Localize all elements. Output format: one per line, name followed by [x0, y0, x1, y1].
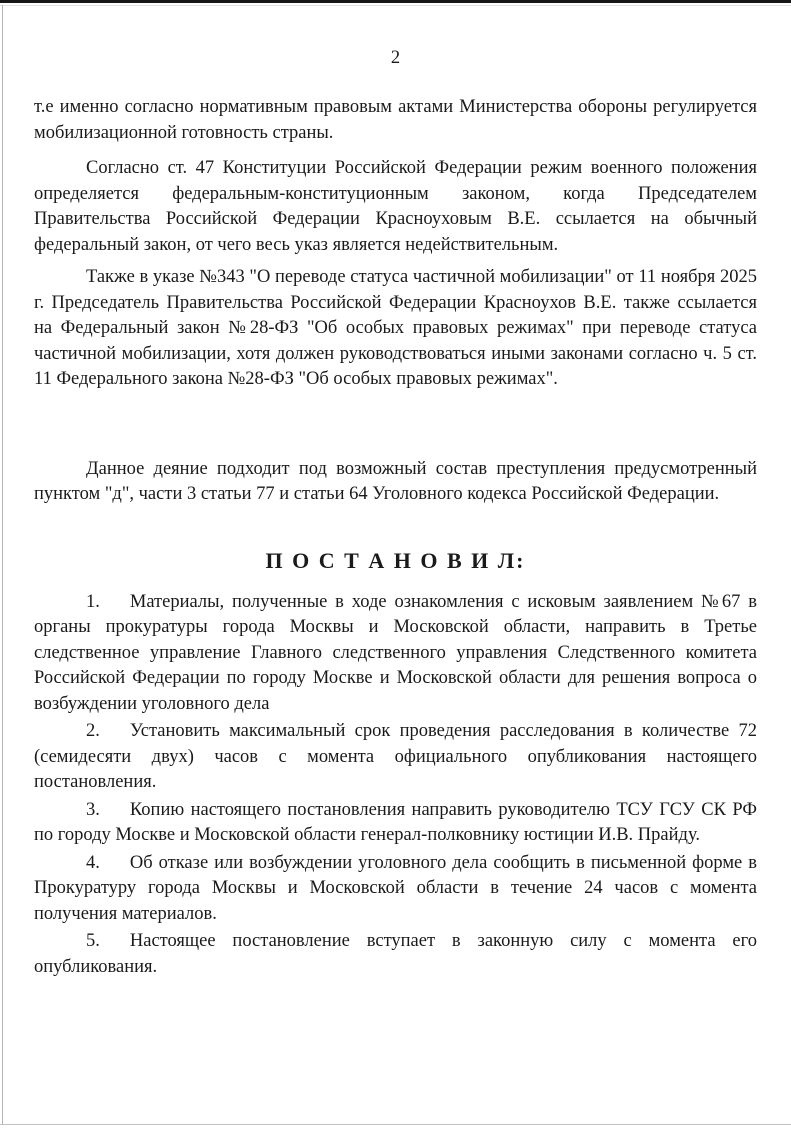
- paragraph-1: т.е именно согласно нормативным правовым актами Министерства обороны регулируется мобилизационной готовность страны.: [34, 97, 757, 143]
- page-top-border: [0, 5, 791, 6]
- page-number: 2: [390, 48, 401, 68]
- resolution-item-3: [34, 798, 757, 849]
- resolution-item-1: [34, 590, 757, 718]
- paragraph-4: Данное деяние подходит под возможный состав преступления предусмотренный пунктом "д", части 3 статьи 77 и статьи 64 Уголовного кодекса Российской Федерации.: [34, 458, 757, 504]
- item-text: Об отказе или возбуждении уголовного дела сообщить в письменной форме в Прокуратуру города Москвы и Московской области в течение 24 часов с момента получения материалов.: [34, 852, 757, 924]
- resolution-item-2: [34, 719, 757, 796]
- paragraph-3: Также в указе №343 "О переводе статуса частичной мобилизации" от 11 ноября 2025 г. Председатель Правительства Российской Федерации Красноухов В.Е. также ссылается на Федеральный закон №28-ФЗ "Об особых правовых режимах" при переводе статуса частичной мобилизации, хотя должен руководствоваться иными законами согласно ч. 5 ст. 11 Федерального закона №28-ФЗ "Об особых правовых режимах".: [34, 267, 757, 389]
- resolution-heading: П О С Т А Н О В И Л:: [265, 547, 526, 573]
- item-text: Материалы, полученные в ходе ознакомления с исковым заявлением №67 в органы прокуратуры города Москвы и Московской области, направить в Третье следственное управление Главного следственного управления Следственного комитета Российской Федерации по городу Москве и Московской области для решения вопроса о возбуждении уголовного дела: [34, 591, 757, 714]
- item-text: Копию настоящего постановления направить руководителю ТСУ ГСУ СК РФ по городу Москве и Московской области генерал-полковнику юстиции И.В. Прайду.: [34, 799, 757, 845]
- item-number: 5.: [86, 931, 100, 951]
- page-bottom-border: [0, 1124, 791, 1125]
- page-content: [0, 46, 791, 980]
- paragraph-2: Согласно ст. 47 Конституции Российской Федерации режим военного положения определяется федеральным-конституционным законом, когда Председателем Правительства Российской Федерации Красноуховым В.Е. ссылается на обычный федеральный закон, от чего весь указ является недействительным.: [34, 158, 757, 255]
- window-top-edge: [0, 0, 791, 3]
- resolution-item-5: [34, 929, 757, 980]
- resolution-items: [34, 590, 757, 981]
- item-number: 1.: [86, 591, 100, 612]
- item-number: 4.: [86, 852, 100, 873]
- resolution-item-4: [34, 851, 757, 928]
- item-number: 3.: [86, 799, 100, 820]
- item-text: Установить максимальный срок проведения расследования в количестве 72 (семидесяти двух) часов с момента официального опубликования настоящего постановления.: [34, 721, 757, 792]
- item-number: 2.: [86, 721, 100, 741]
- item-text: Настоящее постановление вступает в законную силу с момента его опубликования.: [34, 931, 757, 977]
